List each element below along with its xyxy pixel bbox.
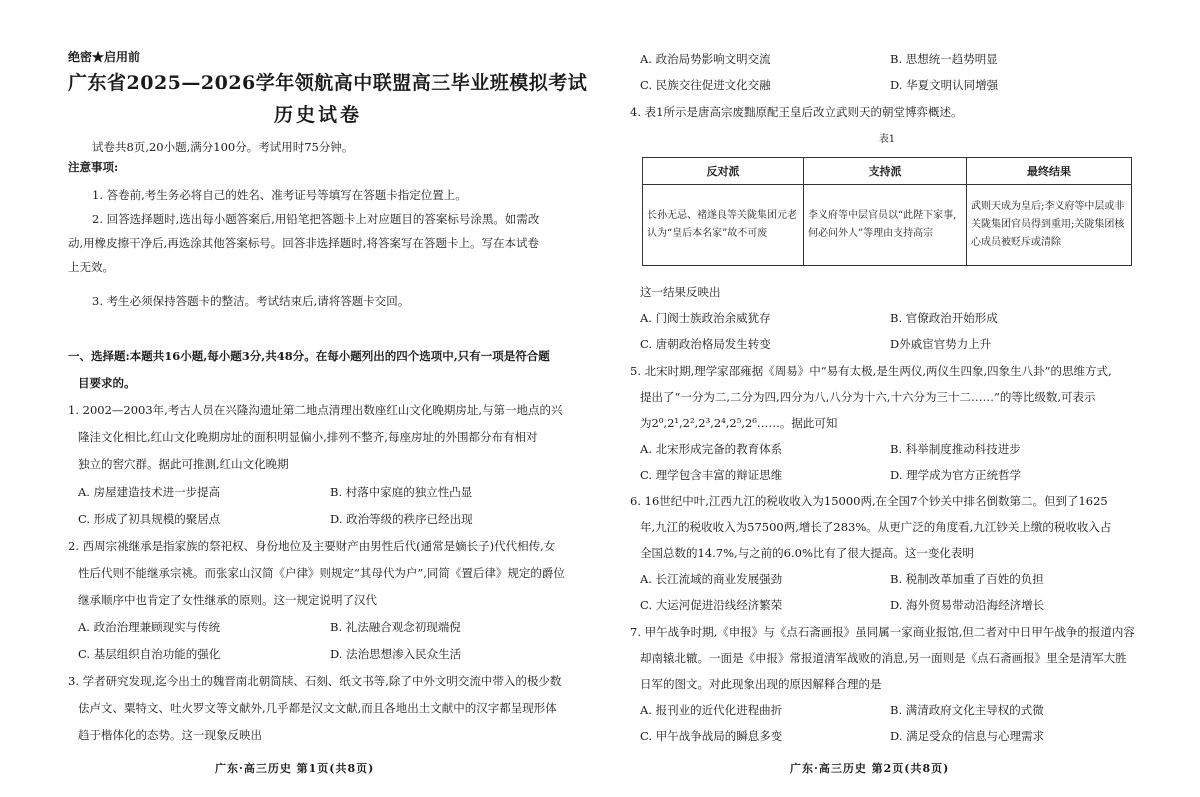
section-heading: 一、选择题:本题共16小题,每小题3分,共48分。在每小题列出的四个选项中,只有一项是符合题 bbox=[68, 349, 550, 363]
question-6-option-d: D. 海外贸易带动沿海经济增长 bbox=[890, 598, 1045, 612]
note-line: 2. 回答选择题时,选出每小题答案后,用铅笔把答题卡上对应题目的答案标号涂黑。如需改 bbox=[92, 212, 540, 226]
question-5-text: 提出了“一分为二,二分为四,四分为八,八分为十六,十六分为三十二……”的等比级数,可表示 bbox=[640, 390, 1096, 404]
exam-subject-title: 历史试卷 bbox=[273, 104, 362, 126]
confidential-label: 绝密★启用前 bbox=[68, 50, 141, 64]
question-1-text: 独立的窖穴群。据此可推测,红山文化晚期 bbox=[78, 457, 289, 471]
question-5-text: 为2⁰,2¹,2²,2³,2⁴,2⁵,2⁶……。据此可知 bbox=[640, 416, 838, 430]
question-4-option-b: B. 官僚政治开始形成 bbox=[890, 311, 998, 325]
note-line: 1. 答卷前,考生务必将自己的姓名、准考证号等填写在答题卡指定位置上。 bbox=[92, 188, 467, 202]
page-footer: 广东·高三历史 第2页(共8页) bbox=[790, 762, 950, 775]
question-4-text: 4. 表1所示是唐高宗废黜原配王皇后改立武则天的朝堂博弈概述。 bbox=[630, 105, 963, 119]
table-header: 支持派 bbox=[804, 158, 967, 185]
question-2-text: 继承顺序中也肯定了女性继承的原则。这一规定说明了汉代 bbox=[78, 593, 377, 607]
question-5-option-c: C. 理学包含丰富的辩证思维 bbox=[640, 468, 783, 482]
court-debate-table bbox=[642, 157, 1132, 266]
question-3-text: 佉卢文、粟特文、吐火罗文等文献外,几乎都是汉文文献,而且各地出土文献中的汉字都呈现形体 bbox=[78, 701, 557, 715]
question-4-option-c: C. 唐朝政治格局发生转变 bbox=[640, 337, 771, 351]
question-1-option-c: C. 形成了初具规模的聚居点 bbox=[78, 512, 221, 526]
notes-heading: 注意事项: bbox=[68, 160, 119, 174]
page-footer: 广东·高三历史 第1页(共8页) bbox=[215, 762, 375, 775]
question-6-option-c: C. 大运河促进沿线经济繁荣 bbox=[640, 598, 783, 612]
table-header: 最终结果 bbox=[967, 158, 1132, 185]
question-7-option-b: B. 满清政府文化主导权的式微 bbox=[890, 703, 1044, 717]
question-3-text: 趋于楷体化的态势。这一现象反映出 bbox=[78, 728, 262, 742]
question-2-option-c: C. 基层组织自治功能的强化 bbox=[78, 647, 221, 661]
exam-info: 试卷共8页,20小题,满分100分。考试用时75分钟。 bbox=[92, 140, 354, 154]
question-4-stem: 这一结果反映出 bbox=[640, 285, 721, 299]
question-7-option-c: C. 甲午战争战局的瞬息多变 bbox=[640, 729, 783, 743]
question-6-option-a: A. 长江流域的商业发展强劲 bbox=[640, 572, 783, 586]
question-2-text: 2. 西周宗祧继承是指家族的祭祀权、身份地位及主要财产由男性后代(通常是嫡长子)代代相传,女 bbox=[68, 539, 556, 553]
question-7-text: 7. 甲午战争时期,《申报》与《点石斋画报》虽同属一家商业报馆,但二者对中日甲午战争的报道内容 bbox=[630, 625, 1135, 639]
question-7-option-d: D. 满足受众的信息与心理需求 bbox=[890, 729, 1045, 743]
question-6-option-b: B. 税制改革加重了百姓的负担 bbox=[890, 572, 1044, 586]
question-7-option-a: A. 报刊业的近代化进程曲折 bbox=[640, 703, 783, 717]
note-line: 上无效。 bbox=[68, 260, 114, 274]
question-1-option-b: B. 村落中家庭的独立性凸显 bbox=[330, 485, 473, 499]
question-6-text: 年,九江的税收收入为57500两,增长了283%。从更广泛的角度看,九江钞关上缴的税收收入占 bbox=[640, 520, 1112, 534]
question-1-text: 1. 2002—2003年,考古人员在兴隆沟遗址第二地点清理出数座红山文化晚期房址,与第一地点的兴 bbox=[68, 403, 563, 417]
question-3-option-b: B. 思想统一趋势明显 bbox=[890, 52, 998, 66]
question-6-text: 全国总数的14.7%,与之前的6.0%比有了很大提高。这一变化表明 bbox=[640, 546, 974, 560]
question-2-option-a: A. 政治治理兼顾现实与传统 bbox=[78, 620, 221, 634]
section-heading-cont: 目要求的。 bbox=[78, 376, 136, 390]
question-6-text: 6. 16世纪中叶,江西九江的税收收入为15000两,在全国7个钞关中排名倒数第二。但到了1625 bbox=[630, 494, 1108, 508]
table-cell: 武则天成为皇后;李义府等中层或非关陇集团官员得到重用;关陇集团核心成员被贬斥或清除 bbox=[967, 185, 1132, 266]
exam-title: 广东省2025—2026学年领航高中联盟高三毕业班模拟考试 bbox=[68, 72, 588, 94]
question-2-option-d: D. 法治思想渗入民众生活 bbox=[330, 647, 462, 661]
question-7-text: 日军的图文。对此现象出现的原因解释合理的是 bbox=[640, 677, 882, 691]
question-1-text: 隆洼文化相比,红山文化晚期房址的面积明显偏小,排列不整齐,每座房址的外围都分布有相对 bbox=[78, 430, 538, 444]
table-cell: 李义府等中层官员以“此陛下家事,何必问外人”等理由支持高宗 bbox=[804, 185, 967, 266]
question-7-text: 却南辕北辙。一面是《申报》常报道清军战败的消息,另一面则是《点石斋画报》里全是清军大胜 bbox=[640, 651, 1127, 665]
question-3-text: 3. 学者研究发现,迄今出土的魏晋南北朝简牍、石刻、纸文书等,除了中外文明交流中带入的极少数 bbox=[68, 674, 562, 688]
table-caption: 表1 bbox=[878, 134, 896, 145]
question-5-text: 5. 北宋时期,理学家邵雍据《周易》中“易有太极,是生两仪,两仪生四象,四象生八卦”的思维方式, bbox=[630, 364, 1112, 378]
question-1-option-d: D. 政治等级的秩序已经出现 bbox=[330, 512, 473, 526]
question-2-text: 性后代则不能继承宗祧。而张家山汉简《户律》则规定“其母代为户”,同简《置后律》规定的爵位 bbox=[78, 566, 565, 580]
note-line: 动,用橡皮擦干净后,再选涂其他答案标号。回答非选择题时,将答案写在答题卡上。写在本试卷 bbox=[68, 236, 539, 250]
note-line: 3. 考生必须保持答题卡的整洁。考试结束后,请将答题卡交回。 bbox=[92, 294, 410, 308]
table-cell: 长孙无忌、褚遂良等关陇集团元老认为“皇后本名家”故不可废 bbox=[643, 185, 804, 266]
table-header: 反对派 bbox=[643, 158, 804, 185]
question-5-option-a: A. 北宋形成完备的教育体系 bbox=[640, 442, 783, 456]
question-3-option-d: D. 华夏文明认同增强 bbox=[890, 78, 999, 92]
question-4-option-a: A. 门阀士族政治余威犹存 bbox=[640, 311, 771, 325]
question-5-option-d: D. 理学成为官方正统哲学 bbox=[890, 468, 1022, 482]
question-5-option-b: B. 科举制度推动科技进步 bbox=[890, 442, 1021, 456]
question-2-option-b: B. 礼法融合观念初现端倪 bbox=[330, 620, 461, 634]
question-3-option-c: C. 民族交往促进文化交融 bbox=[640, 78, 771, 92]
question-3-option-a: A. 政治局势影响文明交流 bbox=[640, 52, 771, 66]
question-4-option-d: D外戚宦官势力上升 bbox=[890, 337, 992, 351]
question-1-option-a: A. 房屋建造技术进一步提高 bbox=[78, 485, 221, 499]
